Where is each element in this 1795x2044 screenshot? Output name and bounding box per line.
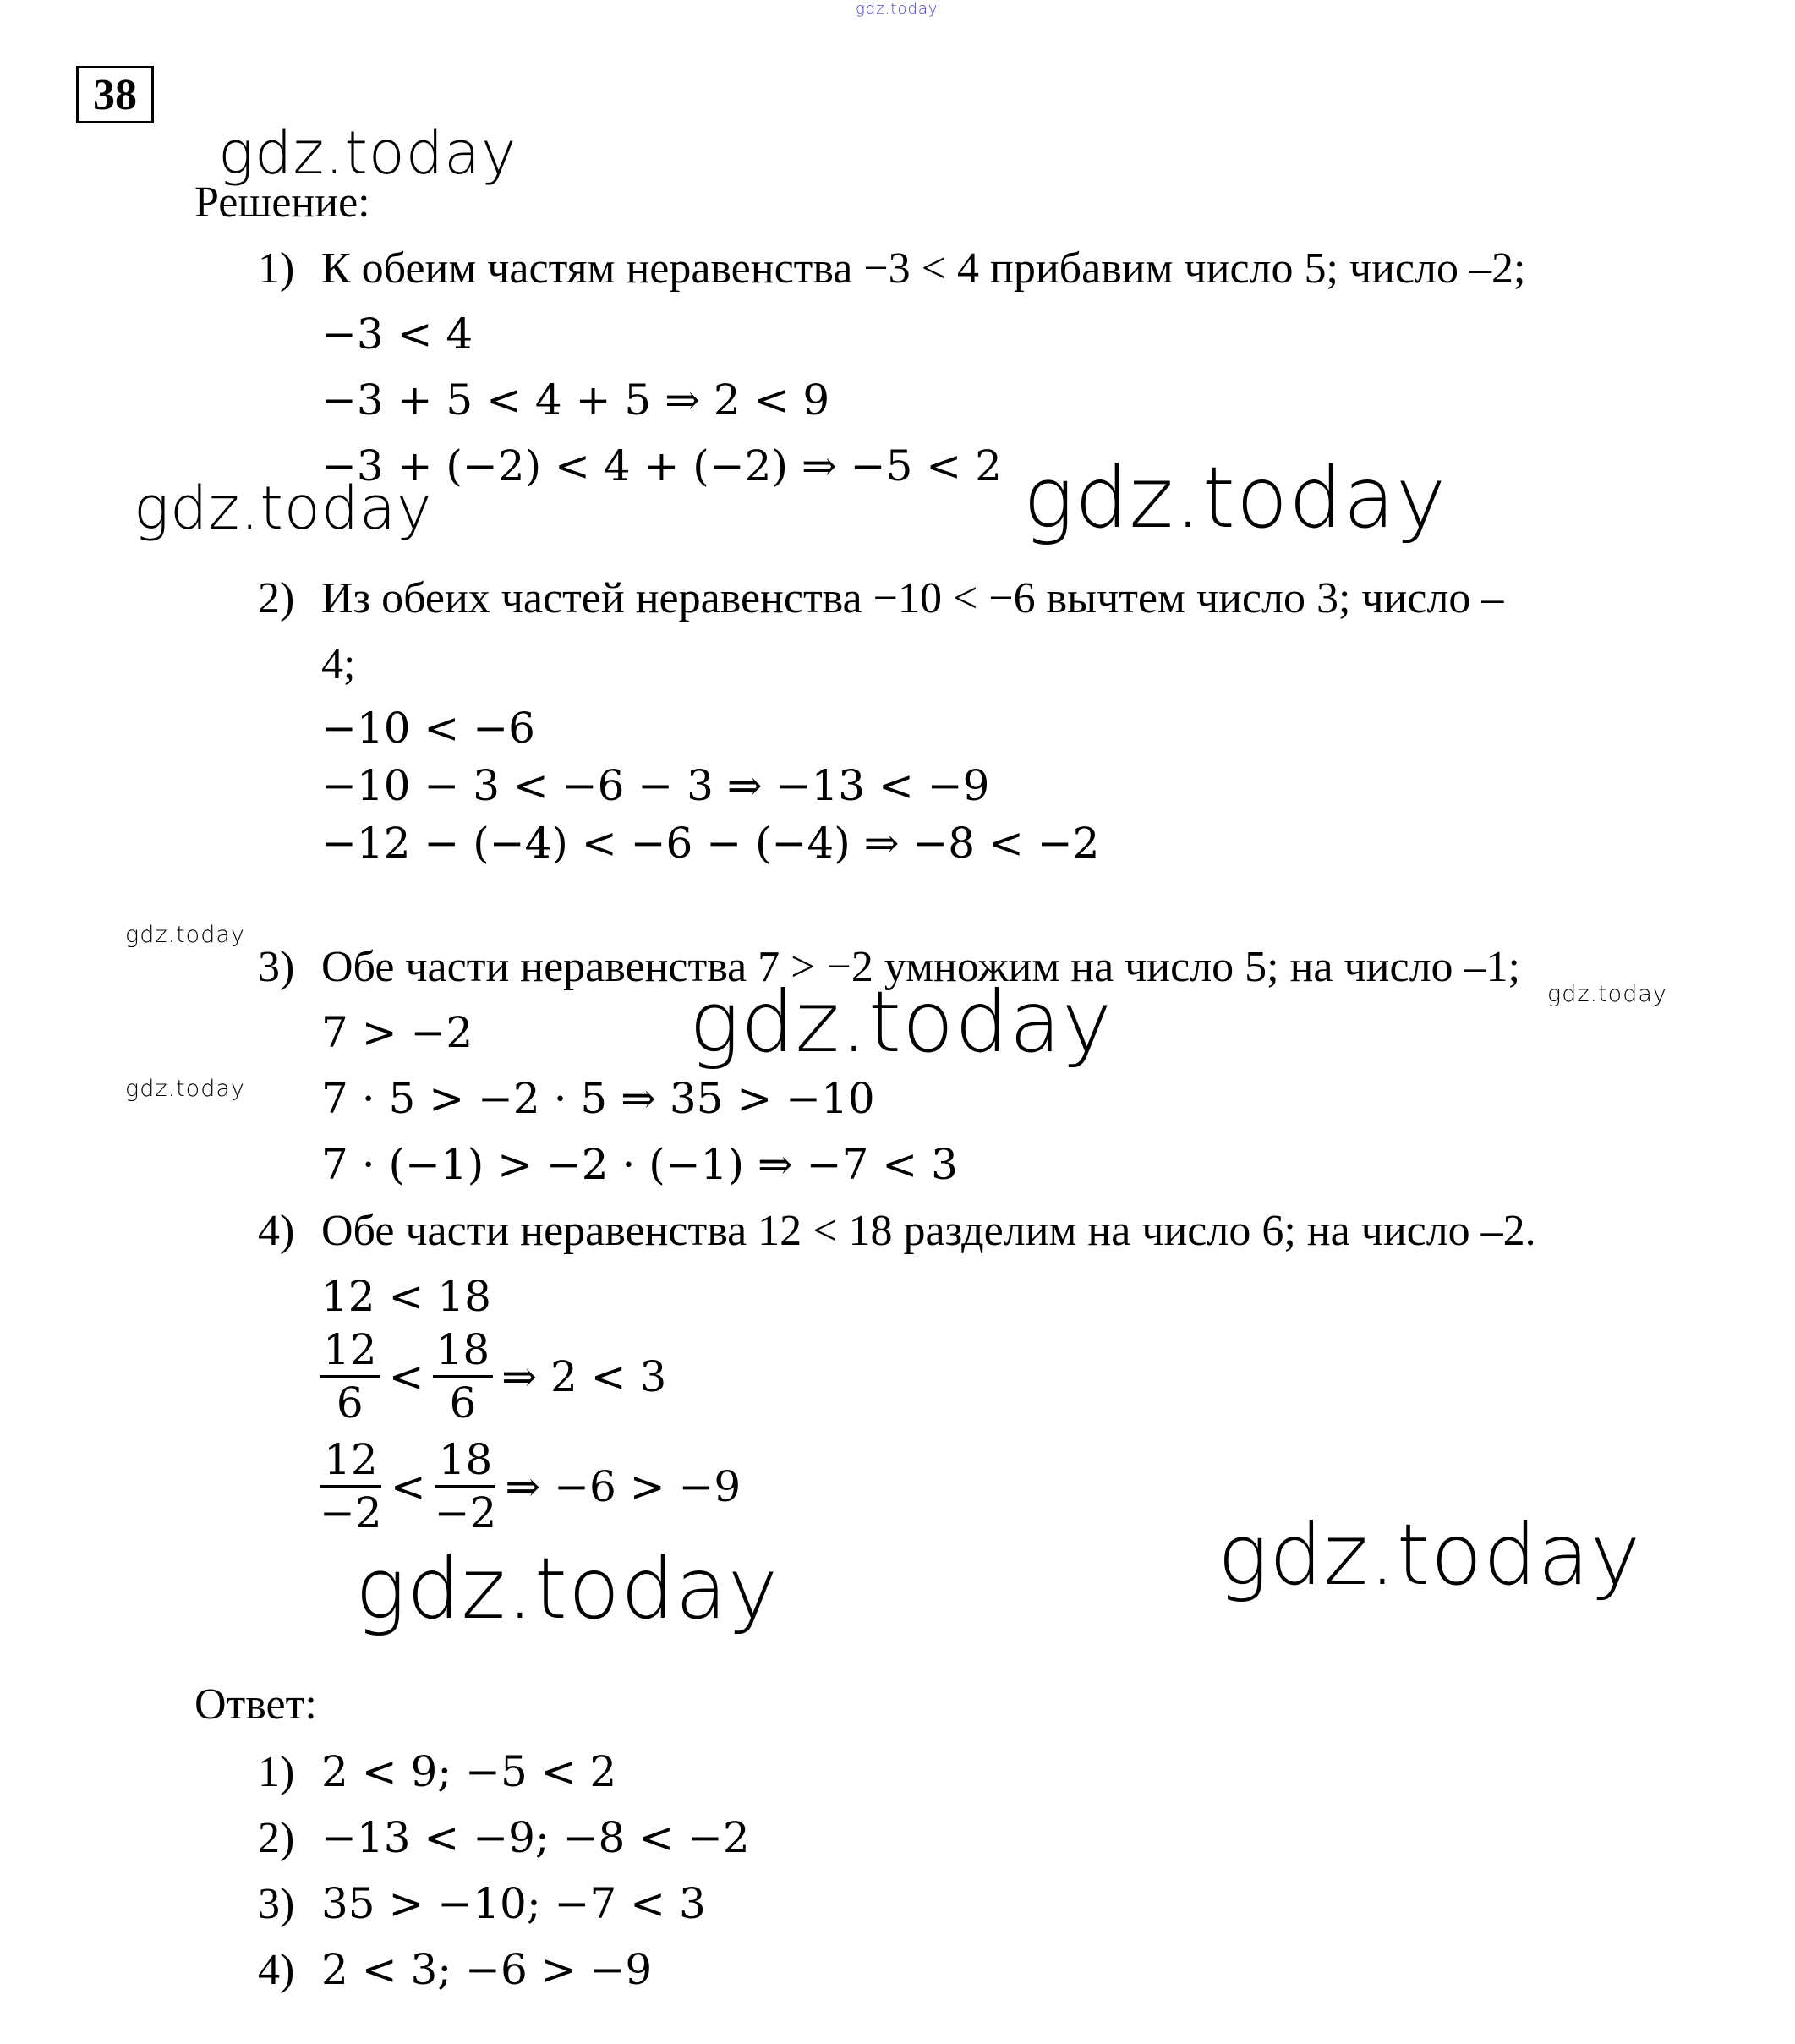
step-text: К обеим частям неравенства −3 < 4 прибавим число 5; число –2;: [321, 244, 1526, 293]
fraction: [320, 1434, 382, 1538]
math-line: 7 > −2: [321, 1008, 473, 1057]
math-line: 7 · (−1) > −2 · (−1) ⇒ −7 < 3: [321, 1140, 958, 1189]
watermark: gdz.today: [134, 474, 433, 543]
answer-index: 1): [258, 1748, 295, 1796]
watermark-top: gdz.today: [856, 0, 939, 18]
numerator: 12: [320, 1324, 380, 1378]
watermark: gdz.today: [125, 922, 245, 948]
watermark: gdz.today: [1023, 448, 1447, 547]
denominator: 6: [336, 1378, 364, 1428]
watermark: gdz.today: [355, 1539, 780, 1638]
step-text: Обе части неравенства 12 < 18 разделим на число 6; на число –2.: [321, 1207, 1536, 1255]
denominator: −2: [434, 1488, 497, 1537]
denominator: 6: [449, 1378, 477, 1428]
math-line: −12 − (−4) < −6 − (−4) ⇒ −8 < −2: [321, 819, 1100, 868]
answer-text: 35 > −10; −7 < 3: [321, 1879, 706, 1928]
answer-header: Ответ:: [194, 1680, 317, 1729]
result: ⇒ 2 < 3: [501, 1351, 667, 1401]
fraction: [435, 1434, 497, 1538]
problem-number: 38: [76, 66, 154, 123]
step-text-cont: 4;: [321, 640, 356, 688]
math-line: −10 − 3 < −6 − 3 ⇒ −13 < −9: [321, 761, 990, 810]
operator: <: [388, 1351, 424, 1401]
watermark: gdz.today: [1547, 981, 1667, 1007]
result: ⇒ −6 > −9: [505, 1461, 742, 1511]
answer-index: 2): [258, 1814, 295, 1862]
answer-index: 4): [258, 1946, 295, 1994]
step-index: 2): [258, 574, 295, 622]
step-text: Обе части неравенства 7 > −2 умножим на число 5; на число –1;: [321, 943, 1520, 991]
step-text: Из обеих частей неравенства −10 < −6 вычтем число 3; число –: [321, 574, 1504, 622]
numerator: 18: [433, 1324, 494, 1378]
watermark: gdz.today: [689, 973, 1114, 1071]
step-index: 3): [258, 943, 295, 991]
operator: <: [390, 1461, 426, 1511]
answer-text: 2 < 9; −5 < 2: [321, 1747, 617, 1796]
answer-text: 2 < 3; −6 > −9: [321, 1945, 653, 1994]
denominator: −2: [320, 1488, 382, 1537]
fraction-line: [320, 1434, 741, 1538]
answer-text: −13 < −9; −8 < −2: [321, 1813, 750, 1862]
watermark: gdz.today: [125, 1076, 245, 1102]
math-line: 7 · 5 > −2 · 5 ⇒ 35 > −10: [321, 1074, 875, 1123]
watermark: gdz.today: [1218, 1505, 1642, 1604]
step-index: 1): [258, 244, 295, 293]
numerator: 18: [435, 1434, 496, 1488]
answer-index: 3): [258, 1880, 295, 1928]
step-index: 4): [258, 1207, 295, 1255]
math-line: −3 + 5 < 4 + 5 ⇒ 2 < 9: [321, 375, 830, 425]
watermark: gdz.today: [218, 118, 517, 188]
solution-header: Решение:: [194, 178, 370, 227]
math-line: 12 < 18: [321, 1272, 491, 1321]
numerator: 12: [320, 1434, 381, 1488]
fraction: [433, 1324, 494, 1428]
math-line: −10 < −6: [321, 704, 535, 753]
fraction-line: [320, 1324, 666, 1428]
fraction: [320, 1324, 380, 1428]
math-line: −3 + (−2) < 4 + (−2) ⇒ −5 < 2: [321, 441, 1002, 490]
math-line: −3 < 4: [321, 310, 473, 359]
